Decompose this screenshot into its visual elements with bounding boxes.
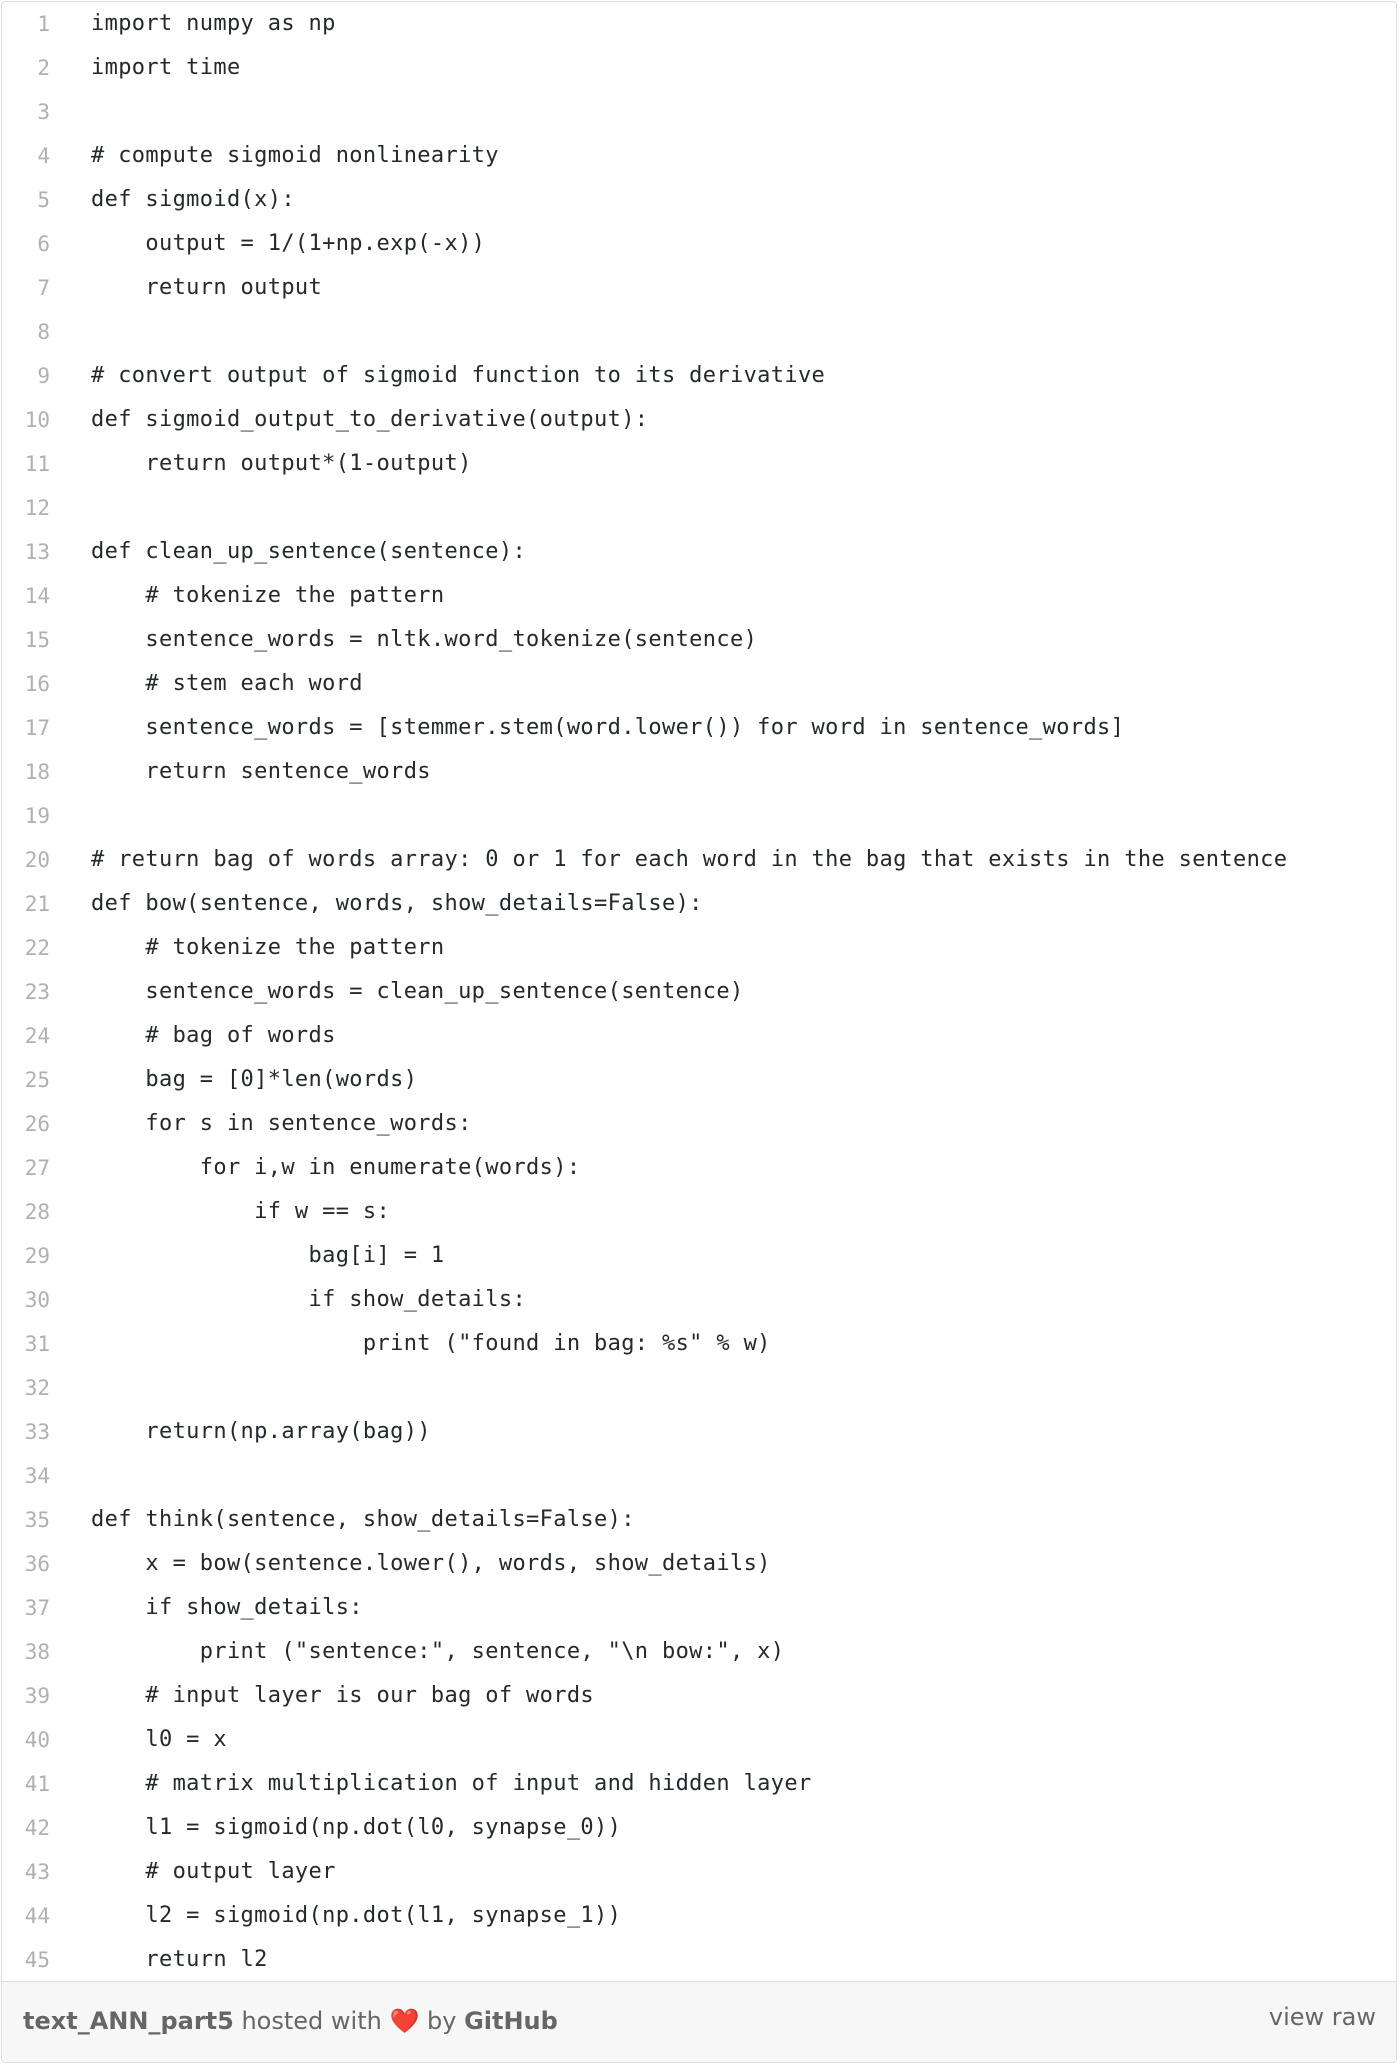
code-text: output = 1/(1+np.exp(-x))	[91, 231, 486, 256]
code-line	[2, 618, 1396, 662]
line-number[interactable]: 19	[24, 804, 50, 828]
line-number[interactable]: 11	[24, 452, 50, 476]
view-raw-link[interactable]: view raw	[1268, 2003, 1376, 2031]
code-line	[2, 354, 1396, 398]
code-line	[2, 1234, 1396, 1278]
code-line	[2, 926, 1396, 970]
code-text: # convert output of sigmoid function to its derivative	[91, 363, 826, 388]
file-name-link[interactable]: text_ANN_part5	[23, 2007, 234, 2035]
code-line	[2, 882, 1396, 926]
code-line	[2, 1498, 1396, 1542]
code-line	[2, 1542, 1396, 1586]
code-text: def bow(sentence, words, show_details=False):	[91, 891, 703, 916]
line-number[interactable]: 21	[24, 892, 50, 916]
code-line	[2, 1850, 1396, 1894]
line-number[interactable]: 24	[24, 1024, 50, 1048]
line-number[interactable]: 16	[24, 672, 50, 696]
code-line	[2, 1366, 1396, 1410]
code-line	[2, 1586, 1396, 1630]
code-text: # tokenize the pattern	[91, 935, 445, 960]
code-line	[2, 1894, 1396, 1938]
code-line	[2, 1058, 1396, 1102]
line-number[interactable]: 27	[24, 1156, 50, 1180]
line-number[interactable]: 20	[24, 848, 50, 872]
code-text: import time	[91, 55, 241, 80]
code-text: l2 = sigmoid(np.dot(l1, synapse_1))	[91, 1903, 622, 1928]
line-number[interactable]: 30	[24, 1288, 50, 1312]
gist-embed	[1, 1, 1397, 2063]
code-text: # return bag of words array: 0 or 1 for each word in the bag that exists in the sentence	[91, 847, 1288, 872]
line-number[interactable]: 6	[37, 232, 50, 256]
code-line	[2, 1630, 1396, 1674]
code-text: if w == s:	[91, 1199, 391, 1224]
code-line	[2, 310, 1396, 354]
code-text: # stem each word	[91, 671, 363, 696]
code-text: for i,w in enumerate(words):	[91, 1155, 581, 1180]
code-line	[2, 1014, 1396, 1058]
line-number[interactable]: 28	[24, 1200, 50, 1224]
code-text: return output*(1-output)	[91, 451, 472, 476]
code-text: sentence_words = [stemmer.stem(word.lower()) for word in sentence_words]	[91, 715, 1125, 740]
line-number[interactable]: 31	[24, 1332, 50, 1356]
code-text: # matrix multiplication of input and hidden layer	[91, 1771, 812, 1796]
code-line	[2, 134, 1396, 178]
code-line	[2, 530, 1396, 574]
code-text: # bag of words	[91, 1023, 336, 1048]
line-number[interactable]: 15	[24, 628, 50, 652]
code-text: print ("sentence:", sentence, "\n bow:", x)	[91, 1639, 785, 1664]
line-number[interactable]: 10	[24, 408, 50, 432]
github-link[interactable]: GitHub	[464, 2007, 558, 2035]
code-line	[2, 1762, 1396, 1806]
code-line	[2, 1674, 1396, 1718]
code-line	[2, 178, 1396, 222]
code-text: return output	[91, 275, 323, 300]
line-number[interactable]: 14	[24, 584, 50, 608]
code-line	[2, 2, 1396, 46]
code-text: sentence_words = nltk.word_tokenize(sentence)	[91, 627, 758, 652]
code-text: return(np.array(bag))	[91, 1419, 431, 1444]
line-number[interactable]: 7	[37, 276, 50, 300]
by-text: by	[419, 2007, 465, 2035]
code-line	[2, 574, 1396, 618]
line-number[interactable]: 17	[24, 716, 50, 740]
code-block	[2, 2, 1396, 1983]
code-line	[2, 1718, 1396, 1762]
line-number[interactable]: 23	[24, 980, 50, 1004]
code-line	[2, 442, 1396, 486]
gist-meta	[23, 2007, 558, 2035]
code-line	[2, 706, 1396, 750]
line-number[interactable]: 39	[24, 1684, 50, 1708]
code-text: x = bow(sentence.lower(), words, show_details)	[91, 1551, 771, 1576]
code-text: def sigmoid(x):	[91, 187, 295, 212]
code-text: if show_details:	[91, 1595, 363, 1620]
code-line	[2, 1938, 1396, 1982]
code-text: def sigmoid_output_to_derivative(output):	[91, 407, 649, 432]
code-text: if show_details:	[91, 1287, 527, 1312]
code-line	[2, 1102, 1396, 1146]
code-text: # input layer is our bag of words	[91, 1683, 595, 1708]
code-text: print ("found in bag: %s" % w)	[91, 1331, 771, 1356]
gist-footer	[2, 1981, 1396, 2062]
code-text: l0 = x	[91, 1727, 227, 1752]
code-text: return sentence_words	[91, 759, 431, 784]
line-number[interactable]: 36	[24, 1552, 50, 1576]
line-number[interactable]: 40	[24, 1728, 50, 1752]
line-number[interactable]: 37	[24, 1596, 50, 1620]
code-text: def clean_up_sentence(sentence):	[91, 539, 527, 564]
code-line	[2, 1454, 1396, 1498]
code-line	[2, 46, 1396, 90]
line-number[interactable]: 29	[24, 1244, 50, 1268]
line-number[interactable]: 13	[24, 540, 50, 564]
line-number[interactable]: 1	[37, 12, 50, 36]
line-number[interactable]: 35	[24, 1508, 50, 1532]
line-number[interactable]: 41	[24, 1772, 50, 1796]
code-text: sentence_words = clean_up_sentence(sentence)	[91, 979, 744, 1004]
line-number[interactable]: 43	[24, 1860, 50, 1884]
code-line	[2, 266, 1396, 310]
line-number[interactable]: 44	[24, 1904, 50, 1928]
line-number[interactable]: 5	[37, 188, 50, 212]
hosted-with-text: hosted with	[233, 2007, 390, 2035]
code-line	[2, 486, 1396, 530]
code-line	[2, 750, 1396, 794]
line-number[interactable]: 45	[24, 1948, 50, 1972]
code-line	[2, 794, 1396, 838]
line-number[interactable]: 9	[37, 364, 50, 388]
heart-icon: ❤️	[389, 2007, 420, 2035]
line-number[interactable]: 42	[24, 1816, 50, 1840]
code-line	[2, 1322, 1396, 1366]
line-number[interactable]: 3	[37, 100, 50, 124]
code-line	[2, 838, 1396, 882]
line-number[interactable]: 32	[24, 1376, 50, 1400]
code-line	[2, 970, 1396, 1014]
line-number[interactable]: 33	[24, 1420, 50, 1444]
code-line	[2, 90, 1396, 134]
code-line	[2, 222, 1396, 266]
code-text: bag = [0]*len(words)	[91, 1067, 418, 1092]
code-text: def think(sentence, show_details=False):	[91, 1507, 635, 1532]
line-number[interactable]: 38	[24, 1640, 50, 1664]
line-number[interactable]: 18	[24, 760, 50, 784]
code-line	[2, 1190, 1396, 1234]
line-number[interactable]: 2	[37, 56, 50, 80]
code-text: # compute sigmoid nonlinearity	[91, 143, 499, 168]
line-number[interactable]: 22	[24, 936, 50, 960]
code-line	[2, 398, 1396, 442]
code-text: for s in sentence_words:	[91, 1111, 472, 1136]
line-number[interactable]: 25	[24, 1068, 50, 1092]
line-number[interactable]: 12	[24, 496, 50, 520]
code-text: # output layer	[91, 1859, 336, 1884]
code-line	[2, 1410, 1396, 1454]
line-number[interactable]: 26	[24, 1112, 50, 1136]
code-line	[2, 1278, 1396, 1322]
line-number[interactable]: 4	[37, 144, 50, 168]
code-line	[2, 1806, 1396, 1850]
code-text: return l2	[91, 1947, 268, 1972]
code-text: l1 = sigmoid(np.dot(l0, synapse_0))	[91, 1815, 622, 1840]
line-number[interactable]: 34	[24, 1464, 50, 1488]
code-line	[2, 1146, 1396, 1190]
code-text: bag[i] = 1	[91, 1243, 445, 1268]
code-text: import numpy as np	[91, 11, 336, 36]
line-number[interactable]: 8	[37, 320, 50, 344]
code-line	[2, 662, 1396, 706]
code-text: # tokenize the pattern	[91, 583, 445, 608]
